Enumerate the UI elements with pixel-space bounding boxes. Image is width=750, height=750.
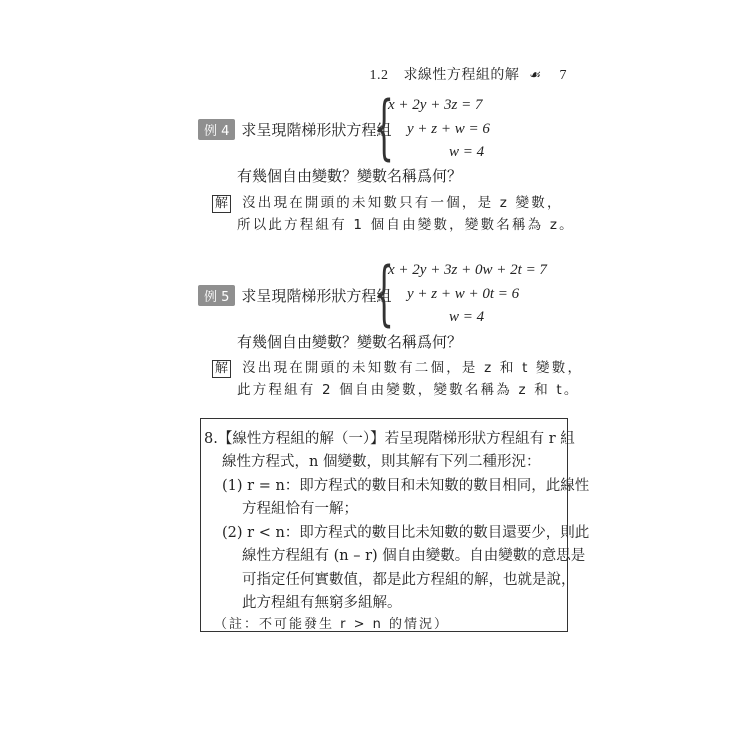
- example-badge: 例 5: [198, 285, 235, 306]
- equation-line: y + z + w = 6: [407, 121, 490, 137]
- theorem-line: 線性方程式，n 個變數，則其解有下列二種形況：: [222, 454, 541, 470]
- equation-line: w = 4: [449, 144, 485, 160]
- example4-heading: [198, 119, 391, 140]
- theorem-line: 可指定任何實數值，都是此方程組的解，也就是說，: [242, 572, 576, 588]
- example-prompt: 求呈現階梯形狀方程組: [241, 287, 392, 305]
- solution-badge: 解: [212, 195, 231, 213]
- example-prompt: 求呈現階梯形狀方程組: [241, 121, 392, 139]
- left-brace-icon: {: [374, 86, 395, 168]
- solution-line: [212, 356, 583, 378]
- equation-line: x + 2y + 3z = 7: [388, 97, 483, 113]
- page-number: 7: [559, 68, 567, 83]
- theorem-box: [200, 418, 590, 632]
- example-badge: 例 4: [198, 119, 235, 140]
- answer-text: 沒出現在開頭的未知數有二個，是 z 和 t 變數，: [242, 360, 584, 376]
- theorem-line: (1) r = n：即方程式的數目和未知數的數目相同，此線性: [222, 478, 590, 494]
- solution-badge: 解: [212, 360, 231, 378]
- equation-line: x + 2y + 3z + 0w + 2t = 7: [388, 262, 547, 278]
- equation-line: y + z + w + 0t = 6: [407, 286, 520, 302]
- answer-text: 所以此方程組有 1 個自由變數，變數名稱為 z。: [237, 217, 575, 233]
- answer-text: 此方程組有 2 個自由變數，變數名稱為 z 和 t。: [237, 382, 580, 398]
- solution-line: [212, 191, 563, 213]
- example5-heading: [198, 285, 391, 306]
- left-brace-icon: {: [374, 252, 395, 334]
- theorem-line: (2) r < n：即方程式的數目比未知數的數目還要少，則此: [222, 525, 590, 541]
- section-title: 求線性方程組的解: [403, 67, 520, 83]
- leaf-icon: ☙: [528, 68, 541, 83]
- equation-line: w = 4: [449, 309, 485, 325]
- example-question: 有幾個自由變數？變數名稱爲何？: [237, 167, 463, 185]
- theorem-line: 8.【線性方程組的解（一）】若呈現階梯形狀方程組有 r 組: [204, 431, 575, 447]
- theorem-line: 此方程組有無窮多組解。: [242, 595, 402, 611]
- answer-text: 沒出現在開頭的未知數只有一個，是 z 變數，: [242, 195, 563, 211]
- example-question: 有幾個自由變數？變數名稱爲何？: [237, 333, 463, 351]
- theorem-note: （註：不可能發生 r > n 的情況）: [214, 617, 450, 632]
- running-header: [369, 64, 567, 84]
- theorem-line: 方程組恰有一解；: [242, 501, 358, 517]
- theorem-line: 線性方程組有 (n – r) 個自由變數。自由變數的意思是: [242, 548, 586, 564]
- section-number: 1.2: [369, 68, 389, 83]
